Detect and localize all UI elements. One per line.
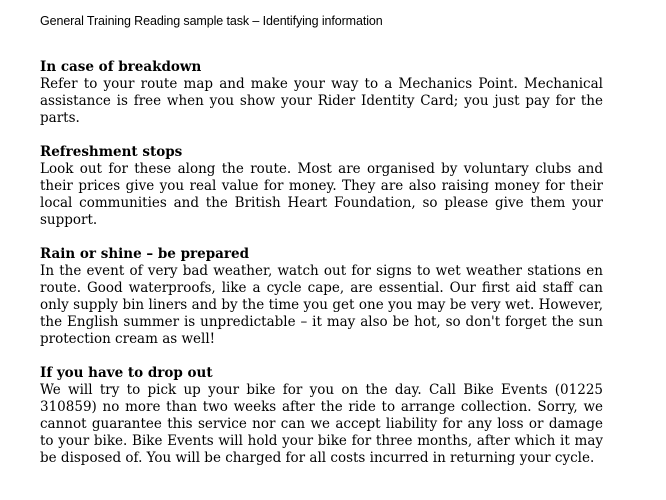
section-rain-or-shine — [40, 246, 603, 348]
section-body: In the event of very bad weather, watch out for signs to wet weather stations en route. Good waterproofs, like a cycle cape, are essential. Our first aid staff can only supply bin liners and by the time you get one you may be very wet. However, the English summer is unpredictable – it may also be hot, so don't forget the sun protection cream as well! — [40, 263, 603, 347]
section-drop-out — [40, 365, 603, 467]
section-heading: Rain or shine – be prepared — [40, 246, 250, 262]
section-breakdown — [40, 59, 603, 127]
document-content — [40, 59, 603, 484]
section-body: We will try to pick up your bike for you on the day. Call Bike Events (01225 310859) no more than two weeks after the ride to arrange collection. Sorry, we cannot guarantee this service nor can we accept liability for any loss or damage to your bike. Bike Events will hold your bike for three months, after which it may be disposed of. You will be charged for all costs incurred in returning your cycle. — [40, 382, 603, 466]
section-heading: Refreshment stops — [40, 144, 183, 160]
section-heading: In case of breakdown — [40, 59, 202, 75]
section-body: Look out for these along the route. Most are organised by voluntary clubs and their prices give you real value for money. They are also raising money for their local communities and the British Heart Foundation, so please give them your support. — [40, 161, 603, 228]
section-heading: If you have to drop out — [40, 365, 213, 381]
page-header: General Training Reading sample task – Identifying information — [40, 14, 383, 28]
section-refreshment-stops — [40, 144, 603, 229]
section-body: Refer to your route map and make your way to a Mechanics Point. Mechanical assistance is free when you show your Rider Identity Card; you just pay for the parts. — [40, 76, 603, 126]
